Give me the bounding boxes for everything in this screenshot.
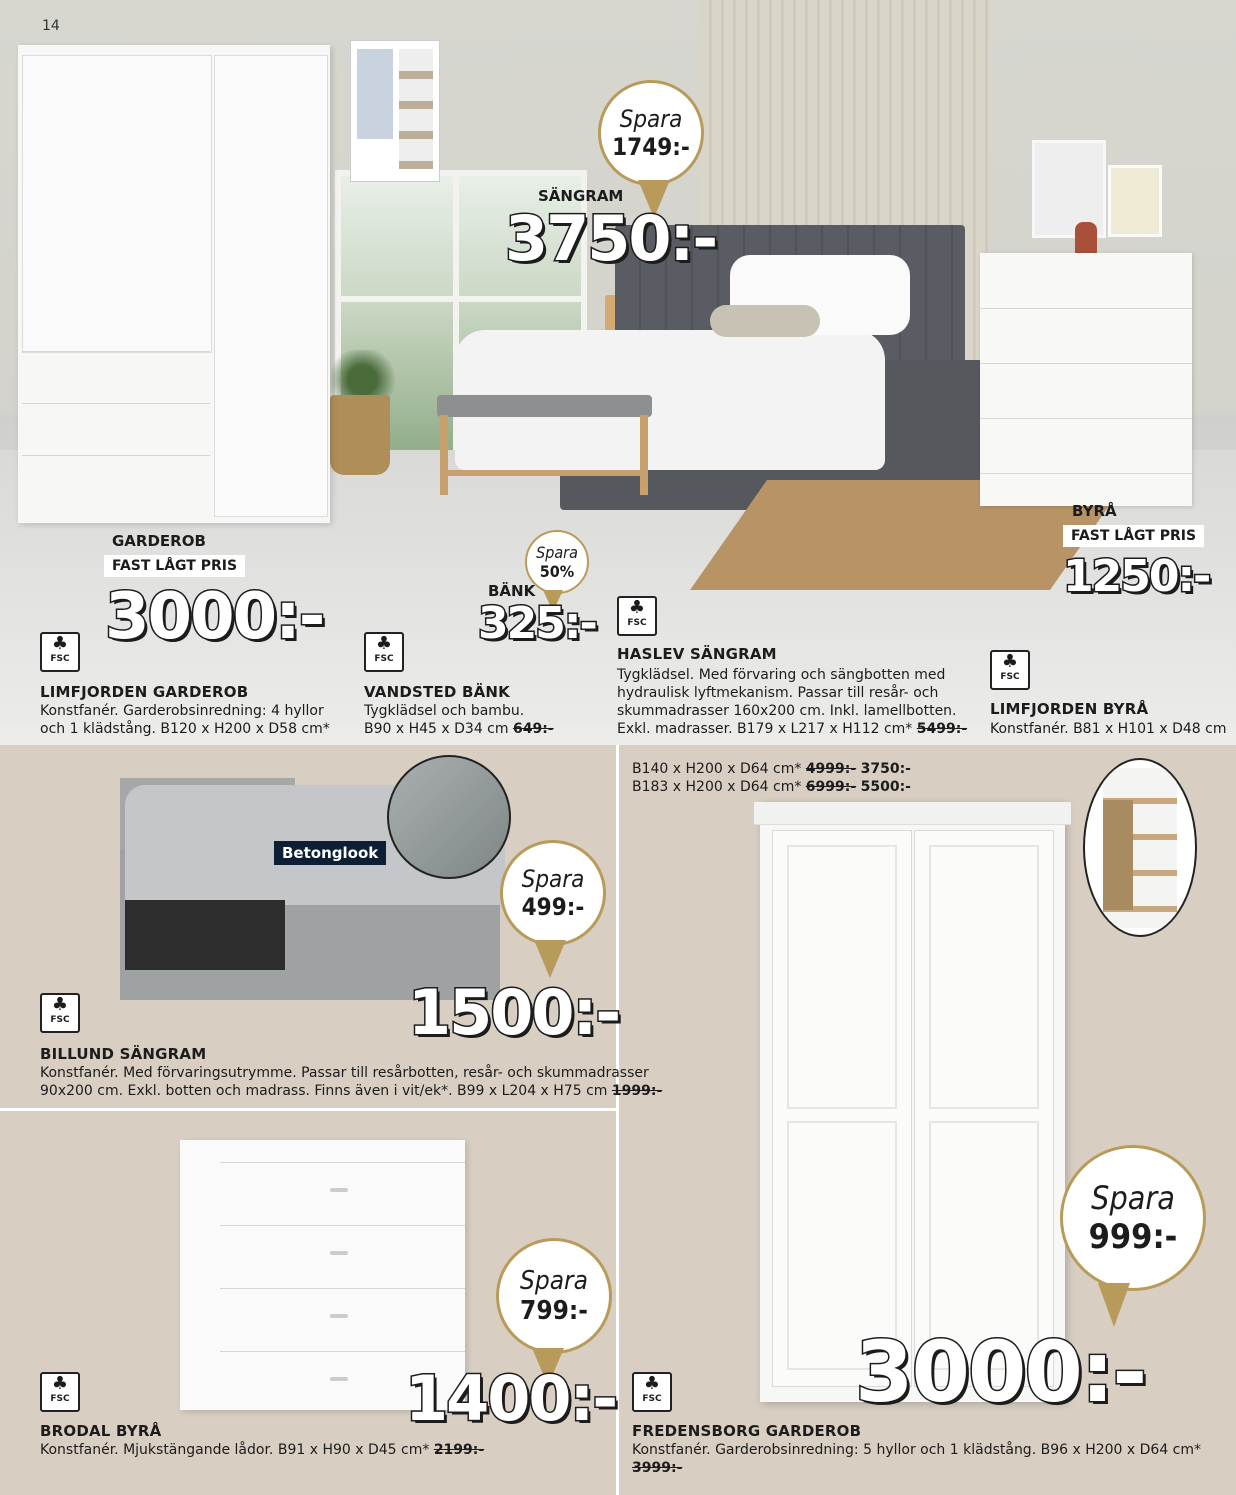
brodal-title: BRODAL BYRÅ — [40, 1422, 162, 1440]
fsc-logo: ♣ FSC — [364, 632, 404, 672]
page-number: 14 — [42, 18, 60, 34]
brodal-price: 1400:- — [405, 1362, 617, 1435]
billund-desc-1: Konstfanér. Med förvaringsutrymme. Passar till resårbotten, resår- och skummadrasser — [40, 1065, 649, 1081]
fredensborg-price: 3000:- — [855, 1323, 1146, 1421]
byra-price: 1250:- — [1063, 551, 1210, 602]
fsc-logo: ♣ FSC — [617, 596, 657, 636]
wall-art-frame-small — [1108, 165, 1162, 237]
concrete-detail-zoom — [387, 755, 511, 879]
sangram-title: HASLEV SÄNGRAM — [617, 645, 777, 663]
sangram-desc-4: Exkl. madrasser. B179 x L217 x H112 cm* 5499:- — [617, 721, 968, 737]
betonglook-tag: Betonglook — [274, 841, 386, 865]
wall-art-frame — [1032, 140, 1106, 238]
sangram-desc-1: Tygklädsel. Med förvaring och sängbotten med — [617, 667, 946, 683]
fsc-logo: ♣ FSC — [40, 993, 80, 1033]
billund-title: BILLUND SÄNGRAM — [40, 1045, 207, 1063]
byra-label: BYRÅ — [1072, 502, 1117, 520]
fredensborg-wardrobe-image — [760, 802, 1065, 1402]
byra-desc-1: Konstfanér. B81 x H101 x D48 cm — [990, 721, 1227, 737]
bank-desc-1: Tygklädsel och bambu. — [364, 703, 525, 719]
billund-desc-2: 90x200 cm. Exkl. botten och madrass. Finns även i vit/ek*. B99 x L204 x H75 cm 1999:- — [40, 1083, 663, 1099]
wardrobe-interior-thumbnail — [350, 40, 440, 182]
byra-fast-price-badge: FAST LÅGT PRIS — [1063, 525, 1204, 547]
limfjorden-wardrobe-image — [18, 45, 330, 523]
bank-desc-2: B90 x H45 x D34 cm 649:- — [364, 721, 554, 737]
bank-price: 325:- — [478, 598, 596, 649]
fsc-logo: ♣ FSC — [632, 1372, 672, 1412]
fsc-logo: ♣ FSC — [40, 632, 80, 672]
vandsted-bench-image — [437, 395, 652, 417]
fredensborg-variant-1: B140 x H200 x D64 cm* 4999:- 3750:- — [632, 761, 911, 777]
panel-divider — [616, 745, 619, 1495]
bank-title: VANDSTED BÄNK — [364, 683, 510, 701]
sangram-desc-2: hydraulisk lyftmekanism. Passar till resår- och — [617, 685, 939, 701]
haslev-save-bubble: Spara 1749:- — [598, 80, 704, 218]
bank-save-bubble: Spara 50% — [525, 530, 589, 612]
sangram-price: 3750:- — [505, 202, 717, 275]
brodal-desc-1: Konstfanér. Mjukstängande lådor. B91 x H90 x D45 cm* 2199:- — [40, 1442, 485, 1458]
sangram-desc-3: skummadrasser 160x200 cm. Inkl. lamellbotten. — [617, 703, 957, 719]
fsc-logo: ♣ FSC — [40, 1372, 80, 1412]
garderob-title: LIMFJORDEN GARDEROB — [40, 683, 249, 701]
garderob-desc-2: och 1 klädstång. B120 x H200 x D58 cm* — [40, 721, 330, 737]
byra-title: LIMFJORDEN BYRÅ — [990, 700, 1149, 718]
panel-divider — [0, 1108, 616, 1111]
billund-save-bubble: Spara 499:- — [500, 840, 606, 978]
bank-label: BÄNK — [488, 582, 536, 600]
fredensborg-title: FREDENSBORG GARDEROB — [632, 1422, 862, 1440]
fsc-logo: ♣ FSC — [990, 650, 1030, 690]
sangram-label: SÄNGRAM — [538, 187, 624, 205]
plant-basket — [330, 395, 390, 475]
fredensborg-interior-detail — [1083, 758, 1197, 937]
fredensborg-save-bubble: Spara 999:- — [1060, 1145, 1206, 1327]
billund-price: 1500:- — [408, 976, 620, 1049]
fredensborg-desc-1: Konstfanér. Garderobsinredning: 5 hyllor och 1 klädstång. B96 x H200 x D64 cm* 3999:- — [632, 1442, 1202, 1476]
garderob-fast-price-badge: FAST LÅGT PRIS — [104, 555, 245, 577]
fredensborg-variant-2: B183 x H200 x D64 cm* 6999:- 5500:- — [632, 779, 911, 795]
garderob-price: 3000:- — [105, 580, 324, 654]
garderob-label: GARDEROB — [112, 532, 206, 550]
limfjorden-dresser-image — [980, 253, 1192, 506]
billund-storage-drawer — [125, 900, 285, 970]
brodal-save-bubble: Spara 799:- — [496, 1238, 612, 1386]
garderob-desc-1: Konstfanér. Garderobsinredning: 4 hyllor — [40, 703, 324, 719]
cushion — [710, 305, 820, 337]
